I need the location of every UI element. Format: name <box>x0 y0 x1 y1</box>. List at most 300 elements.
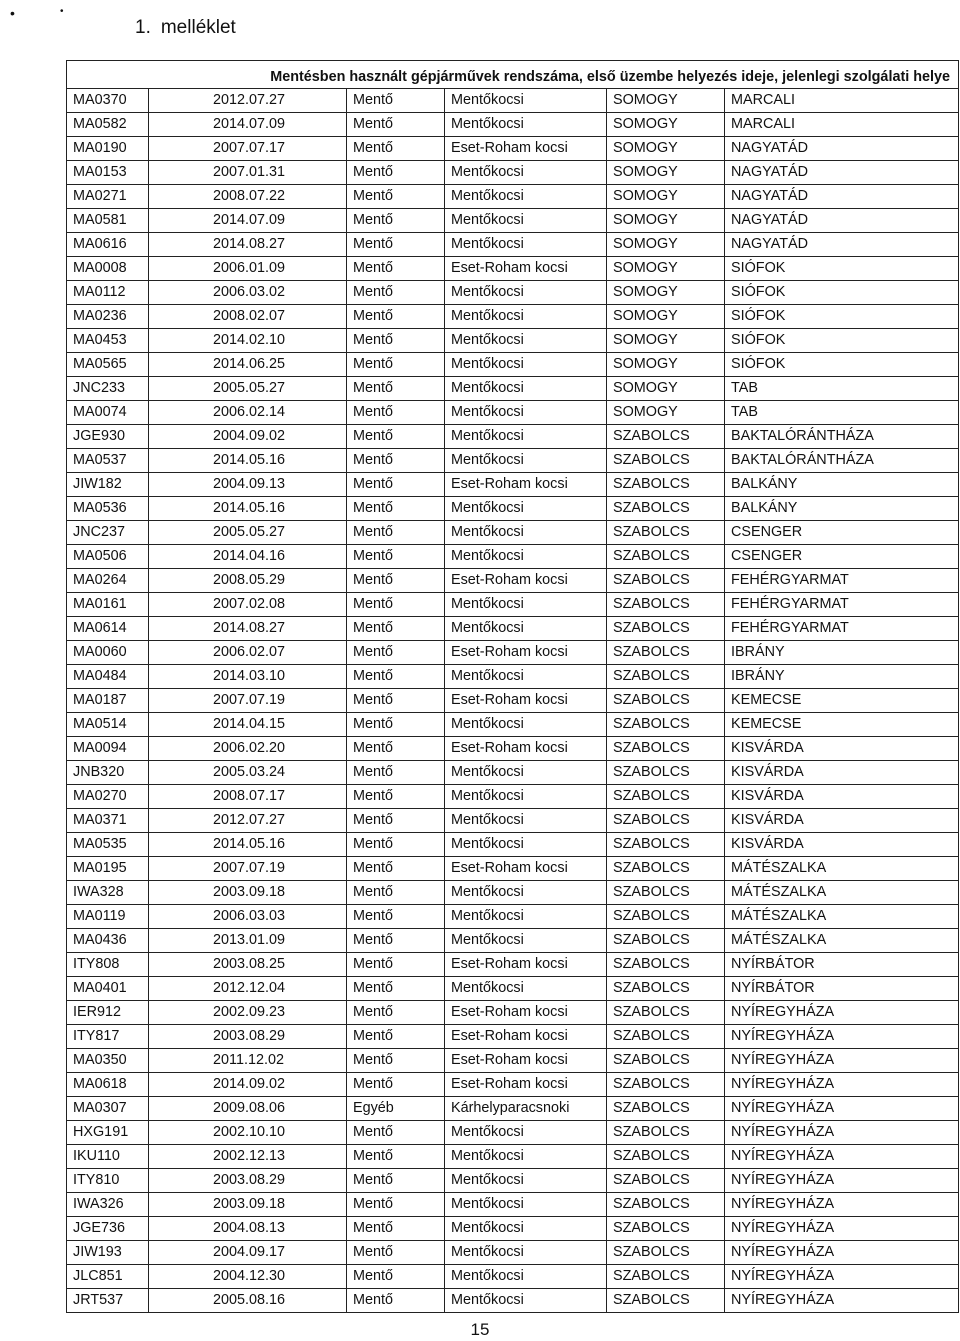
cell-date: 2005.03.24 <box>149 761 347 785</box>
cell-county: SZABOLCS <box>607 1193 725 1217</box>
cell-category: Mentő <box>347 425 445 449</box>
table-row <box>67 281 959 305</box>
cell-vehicle-type: Eset-Roham kocsi <box>445 137 607 161</box>
cell-date: 2002.09.23 <box>149 1001 347 1025</box>
cell-plate: JGE736 <box>67 1217 149 1241</box>
cell-date: 2004.09.13 <box>149 473 347 497</box>
cell-date: 2008.02.07 <box>149 305 347 329</box>
cell-plate: MA0270 <box>67 785 149 809</box>
table-row <box>67 737 959 761</box>
cell-vehicle-type: Kárhelyparacsnoki <box>445 1097 607 1121</box>
cell-category: Mentő <box>347 185 445 209</box>
cell-vehicle-type: Mentőkocsi <box>445 281 607 305</box>
cell-category: Mentő <box>347 569 445 593</box>
cell-county: SZABOLCS <box>607 425 725 449</box>
table-row <box>67 1025 959 1049</box>
cell-county: SZABOLCS <box>607 1169 725 1193</box>
cell-date: 2014.05.16 <box>149 497 347 521</box>
table-row <box>67 1169 959 1193</box>
table-row <box>67 353 959 377</box>
cell-station: KISVÁRDA <box>725 833 959 857</box>
cell-category: Mentő <box>347 641 445 665</box>
cell-plate: MA0153 <box>67 161 149 185</box>
table-row <box>67 329 959 353</box>
cell-vehicle-type: Mentőkocsi <box>445 497 607 521</box>
cell-category: Mentő <box>347 545 445 569</box>
cell-date: 2012.07.27 <box>149 809 347 833</box>
table-row <box>67 497 959 521</box>
cell-county: SZABOLCS <box>607 617 725 641</box>
cell-date: 2006.03.02 <box>149 281 347 305</box>
cell-county: SZABOLCS <box>607 809 725 833</box>
cell-date: 2006.02.20 <box>149 737 347 761</box>
table-row <box>67 665 959 689</box>
cell-station: FEHÉRGYARMAT <box>725 617 959 641</box>
cell-category: Mentő <box>347 833 445 857</box>
cell-county: SZABOLCS <box>607 1001 725 1025</box>
cell-date: 2008.07.22 <box>149 185 347 209</box>
cell-county: SOMOGY <box>607 353 725 377</box>
cell-vehicle-type: Mentőkocsi <box>445 305 607 329</box>
table-row <box>67 761 959 785</box>
cell-county: SZABOLCS <box>607 689 725 713</box>
cell-county: SOMOGY <box>607 89 725 113</box>
cell-station: NYÍREGYHÁZA <box>725 1097 959 1121</box>
cell-station: BALKÁNY <box>725 497 959 521</box>
table-row <box>67 1073 959 1097</box>
cell-plate: JRT537 <box>67 1289 149 1313</box>
cell-station: NYÍREGYHÁZA <box>725 1073 959 1097</box>
cell-date: 2014.05.16 <box>149 449 347 473</box>
cell-date: 2007.07.17 <box>149 137 347 161</box>
cell-plate: MA0565 <box>67 353 149 377</box>
cell-county: SOMOGY <box>607 329 725 353</box>
cell-station: TAB <box>725 401 959 425</box>
cell-station: NAGYATÁD <box>725 209 959 233</box>
cell-category: Mentő <box>347 665 445 689</box>
cell-county: SZABOLCS <box>607 1073 725 1097</box>
table-row <box>67 881 959 905</box>
cell-date: 2014.04.15 <box>149 713 347 737</box>
cell-county: SOMOGY <box>607 209 725 233</box>
cell-county: SOMOGY <box>607 401 725 425</box>
cell-plate: MA0119 <box>67 905 149 929</box>
cell-category: Mentő <box>347 929 445 953</box>
cell-station: NYÍREGYHÁZA <box>725 1265 959 1289</box>
cell-date: 2014.08.27 <box>149 617 347 641</box>
cell-category: Mentő <box>347 281 445 305</box>
cell-station: IBRÁNY <box>725 665 959 689</box>
cell-vehicle-type: Mentőkocsi <box>445 785 607 809</box>
cell-vehicle-type: Eset-Roham kocsi <box>445 257 607 281</box>
cell-vehicle-type: Mentőkocsi <box>445 1121 607 1145</box>
cell-category: Mentő <box>347 761 445 785</box>
cell-station: SIÓFOK <box>725 329 959 353</box>
cell-station: NAGYATÁD <box>725 137 959 161</box>
cell-station: NYÍREGYHÁZA <box>725 1145 959 1169</box>
cell-station: NYÍREGYHÁZA <box>725 1217 959 1241</box>
cell-county: SZABOLCS <box>607 761 725 785</box>
cell-date: 2007.07.19 <box>149 857 347 881</box>
table-row <box>67 977 959 1001</box>
cell-vehicle-type: Mentőkocsi <box>445 1241 607 1265</box>
cell-vehicle-type: Mentőkocsi <box>445 593 607 617</box>
cell-station: KEMECSE <box>725 713 959 737</box>
cell-category: Mentő <box>347 617 445 641</box>
cell-station: NYÍREGYHÁZA <box>725 1025 959 1049</box>
table-row <box>67 713 959 737</box>
cell-county: SZABOLCS <box>607 1145 725 1169</box>
table-row <box>67 377 959 401</box>
cell-plate: MA0094 <box>67 737 149 761</box>
cell-vehicle-type: Mentőkocsi <box>445 761 607 785</box>
table-row <box>67 1001 959 1025</box>
table-row <box>67 1121 959 1145</box>
cell-date: 2014.09.02 <box>149 1073 347 1097</box>
cell-category: Mentő <box>347 353 445 377</box>
cell-station: KISVÁRDA <box>725 809 959 833</box>
cell-county: SOMOGY <box>607 161 725 185</box>
cell-date: 2014.07.09 <box>149 113 347 137</box>
cell-county: SZABOLCS <box>607 905 725 929</box>
cell-date: 2008.07.17 <box>149 785 347 809</box>
table-row <box>67 449 959 473</box>
cell-date: 2004.12.30 <box>149 1265 347 1289</box>
cell-category: Mentő <box>347 113 445 137</box>
cell-vehicle-type: Mentőkocsi <box>445 161 607 185</box>
cell-plate: JLC851 <box>67 1265 149 1289</box>
cell-plate: MA0514 <box>67 713 149 737</box>
cell-date: 2007.01.31 <box>149 161 347 185</box>
cell-plate: JIW193 <box>67 1241 149 1265</box>
cell-plate: MA0074 <box>67 401 149 425</box>
cell-plate: MA0582 <box>67 113 149 137</box>
cell-plate: MA0616 <box>67 233 149 257</box>
cell-station: IBRÁNY <box>725 641 959 665</box>
cell-vehicle-type: Eset-Roham kocsi <box>445 857 607 881</box>
cell-county: SZABOLCS <box>607 497 725 521</box>
table-row <box>67 809 959 833</box>
cell-plate: JNC233 <box>67 377 149 401</box>
table-row <box>67 521 959 545</box>
cell-category: Mentő <box>347 881 445 905</box>
cell-plate: IWA326 <box>67 1193 149 1217</box>
cell-date: 2004.09.17 <box>149 1241 347 1265</box>
cell-plate: JIW182 <box>67 473 149 497</box>
cell-category: Mentő <box>347 305 445 329</box>
cell-plate: MA0506 <box>67 545 149 569</box>
cell-plate: IWA328 <box>67 881 149 905</box>
table-row <box>67 425 959 449</box>
table-row <box>67 209 959 233</box>
cell-vehicle-type: Mentőkocsi <box>445 977 607 1001</box>
cell-date: 2011.12.02 <box>149 1049 347 1073</box>
cell-plate: JNB320 <box>67 761 149 785</box>
cell-county: SZABOLCS <box>607 473 725 497</box>
cell-vehicle-type: Eset-Roham kocsi <box>445 953 607 977</box>
cell-plate: MA0008 <box>67 257 149 281</box>
cell-station: NAGYATÁD <box>725 233 959 257</box>
cell-plate: MA0161 <box>67 593 149 617</box>
cell-vehicle-type: Mentőkocsi <box>445 905 607 929</box>
cell-county: SZABOLCS <box>607 1097 725 1121</box>
cell-vehicle-type: Mentőkocsi <box>445 881 607 905</box>
cell-county: SZABOLCS <box>607 449 725 473</box>
cell-vehicle-type: Mentőkocsi <box>445 833 607 857</box>
cell-category: Mentő <box>347 1121 445 1145</box>
cell-vehicle-type: Mentőkocsi <box>445 665 607 689</box>
cell-station: SIÓFOK <box>725 281 959 305</box>
cell-county: SOMOGY <box>607 305 725 329</box>
cell-vehicle-type: Eset-Roham kocsi <box>445 689 607 713</box>
cell-date: 2014.06.25 <box>149 353 347 377</box>
cell-category: Mentő <box>347 1049 445 1073</box>
table-row <box>67 185 959 209</box>
cell-category: Mentő <box>347 497 445 521</box>
cell-county: SZABOLCS <box>607 1025 725 1049</box>
cell-plate: IKU110 <box>67 1145 149 1169</box>
cell-county: SZABOLCS <box>607 785 725 809</box>
table-row <box>67 1265 959 1289</box>
cell-category: Mentő <box>347 473 445 497</box>
cell-plate: MA0581 <box>67 209 149 233</box>
cell-county: SZABOLCS <box>607 737 725 761</box>
cell-plate: MA0618 <box>67 1073 149 1097</box>
cell-vehicle-type: Mentőkocsi <box>445 713 607 737</box>
table-caption: Mentésben használt gépjárművek rendszáma, első üzembe helyezés ideje, jelenlegi szolgálati helye <box>67 61 959 89</box>
cell-plate: MA0370 <box>67 89 149 113</box>
cell-category: Mentő <box>347 521 445 545</box>
cell-vehicle-type: Mentőkocsi <box>445 425 607 449</box>
cell-station: MÁTÉSZALKA <box>725 905 959 929</box>
table-row <box>67 833 959 857</box>
cell-station: FEHÉRGYARMAT <box>725 569 959 593</box>
cell-plate: MA0535 <box>67 833 149 857</box>
cell-category: Mentő <box>347 953 445 977</box>
cell-station: NYÍREGYHÁZA <box>725 1193 959 1217</box>
cell-vehicle-type: Eset-Roham kocsi <box>445 473 607 497</box>
cell-station: NAGYATÁD <box>725 161 959 185</box>
cell-station: CSENGER <box>725 545 959 569</box>
cell-station: NYÍREGYHÁZA <box>725 1241 959 1265</box>
table-row <box>67 233 959 257</box>
cell-county: SZABOLCS <box>607 833 725 857</box>
cell-vehicle-type: Mentőkocsi <box>445 353 607 377</box>
cell-category: Mentő <box>347 905 445 929</box>
cell-vehicle-type: Eset-Roham kocsi <box>445 1073 607 1097</box>
table-row <box>67 473 959 497</box>
cell-county: SZABOLCS <box>607 569 725 593</box>
margin-mark: • <box>10 5 15 21</box>
table-row <box>67 641 959 665</box>
table-row <box>67 785 959 809</box>
cell-date: 2009.08.06 <box>149 1097 347 1121</box>
table-row <box>67 1145 959 1169</box>
cell-date: 2014.05.16 <box>149 833 347 857</box>
cell-vehicle-type: Mentőkocsi <box>445 617 607 641</box>
cell-date: 2006.02.14 <box>149 401 347 425</box>
cell-plate: HXG191 <box>67 1121 149 1145</box>
cell-county: SZABOLCS <box>607 641 725 665</box>
cell-station: NYÍRBÁTOR <box>725 953 959 977</box>
cell-category: Mentő <box>347 1025 445 1049</box>
cell-date: 2013.01.09 <box>149 929 347 953</box>
cell-station: SIÓFOK <box>725 353 959 377</box>
cell-station: SIÓFOK <box>725 257 959 281</box>
cell-plate: MA0264 <box>67 569 149 593</box>
cell-plate: MA0436 <box>67 929 149 953</box>
cell-vehicle-type: Mentőkocsi <box>445 233 607 257</box>
cell-station: MARCALI <box>725 113 959 137</box>
cell-county: SOMOGY <box>607 233 725 257</box>
cell-category: Mentő <box>347 1241 445 1265</box>
table-row <box>67 689 959 713</box>
cell-plate: ITY817 <box>67 1025 149 1049</box>
table-row <box>67 257 959 281</box>
table-row <box>67 593 959 617</box>
table-row <box>67 161 959 185</box>
cell-station: NAGYATÁD <box>725 185 959 209</box>
table-row <box>67 905 959 929</box>
cell-station: NYÍREGYHÁZA <box>725 1049 959 1073</box>
cell-vehicle-type: Mentőkocsi <box>445 1289 607 1313</box>
cell-station: NYÍREGYHÁZA <box>725 1121 959 1145</box>
cell-plate: IER912 <box>67 1001 149 1025</box>
cell-date: 2007.07.19 <box>149 689 347 713</box>
vehicle-table <box>66 60 959 1313</box>
cell-category: Mentő <box>347 209 445 233</box>
cell-plate: MA0271 <box>67 185 149 209</box>
cell-vehicle-type: Eset-Roham kocsi <box>445 1001 607 1025</box>
cell-vehicle-type: Eset-Roham kocsi <box>445 1049 607 1073</box>
cell-station: NYÍREGYHÁZA <box>725 1001 959 1025</box>
cell-station: KEMECSE <box>725 689 959 713</box>
table-row <box>67 1193 959 1217</box>
cell-category: Mentő <box>347 1217 445 1241</box>
cell-county: SZABOLCS <box>607 1217 725 1241</box>
cell-category: Mentő <box>347 857 445 881</box>
cell-vehicle-type: Mentőkocsi <box>445 545 607 569</box>
section-number: 1. <box>135 17 151 38</box>
cell-vehicle-type: Mentőkocsi <box>445 1193 607 1217</box>
cell-plate: MA0453 <box>67 329 149 353</box>
cell-county: SZABOLCS <box>607 881 725 905</box>
cell-county: SZABOLCS <box>607 1289 725 1313</box>
cell-county: SOMOGY <box>607 137 725 161</box>
cell-vehicle-type: Mentőkocsi <box>445 809 607 833</box>
cell-station: MÁTÉSZALKA <box>725 881 959 905</box>
cell-date: 2003.08.29 <box>149 1025 347 1049</box>
cell-vehicle-type: Mentőkocsi <box>445 377 607 401</box>
cell-plate: JGE930 <box>67 425 149 449</box>
cell-plate: MA0195 <box>67 857 149 881</box>
cell-plate: MA0614 <box>67 617 149 641</box>
cell-county: SZABOLCS <box>607 953 725 977</box>
cell-county: SOMOGY <box>607 185 725 209</box>
cell-category: Mentő <box>347 737 445 761</box>
cell-county: SZABOLCS <box>607 545 725 569</box>
cell-plate: MA0112 <box>67 281 149 305</box>
cell-date: 2004.09.02 <box>149 425 347 449</box>
cell-category: Mentő <box>347 593 445 617</box>
cell-county: SZABOLCS <box>607 1049 725 1073</box>
cell-category: Mentő <box>347 233 445 257</box>
table-row <box>67 401 959 425</box>
cell-plate: MA0536 <box>67 497 149 521</box>
cell-vehicle-type: Mentőkocsi <box>445 521 607 545</box>
cell-county: SOMOGY <box>607 281 725 305</box>
cell-plate: MA0190 <box>67 137 149 161</box>
cell-county: SZABOLCS <box>607 1265 725 1289</box>
cell-county: SZABOLCS <box>607 665 725 689</box>
cell-county: SOMOGY <box>607 257 725 281</box>
cell-county: SOMOGY <box>607 113 725 137</box>
cell-date: 2014.03.10 <box>149 665 347 689</box>
cell-category: Mentő <box>347 1265 445 1289</box>
table-row <box>67 305 959 329</box>
cell-category: Mentő <box>347 1169 445 1193</box>
cell-vehicle-type: Eset-Roham kocsi <box>445 641 607 665</box>
cell-county: SZABOLCS <box>607 929 725 953</box>
table-row <box>67 569 959 593</box>
cell-station: KISVÁRDA <box>725 785 959 809</box>
cell-date: 2006.03.03 <box>149 905 347 929</box>
cell-vehicle-type: Mentőkocsi <box>445 113 607 137</box>
cell-station: KISVÁRDA <box>725 737 959 761</box>
cell-category: Mentő <box>347 1145 445 1169</box>
cell-vehicle-type: Mentőkocsi <box>445 209 607 233</box>
cell-station: BAKTALÓRÁNTHÁZA <box>725 449 959 473</box>
cell-category: Mentő <box>347 449 445 473</box>
cell-plate: MA0484 <box>67 665 149 689</box>
cell-date: 2006.01.09 <box>149 257 347 281</box>
cell-plate: MA0187 <box>67 689 149 713</box>
cell-county: SZABOLCS <box>607 713 725 737</box>
page-number: 15 <box>470 1320 490 1339</box>
cell-date: 2002.12.13 <box>149 1145 347 1169</box>
cell-vehicle-type: Eset-Roham kocsi <box>445 1025 607 1049</box>
cell-station: BAKTALÓRÁNTHÁZA <box>725 425 959 449</box>
cell-station: MARCALI <box>725 89 959 113</box>
margin-mark: • <box>60 6 64 17</box>
cell-vehicle-type: Mentőkocsi <box>445 449 607 473</box>
table-row <box>67 89 959 113</box>
cell-date: 2008.05.29 <box>149 569 347 593</box>
cell-vehicle-type: Mentőkocsi <box>445 929 607 953</box>
cell-vehicle-type: Mentőkocsi <box>445 329 607 353</box>
cell-plate: ITY808 <box>67 953 149 977</box>
cell-category: Mentő <box>347 329 445 353</box>
cell-category: Mentő <box>347 1289 445 1313</box>
cell-county: SZABOLCS <box>607 857 725 881</box>
cell-category: Mentő <box>347 1193 445 1217</box>
cell-date: 2014.02.10 <box>149 329 347 353</box>
cell-vehicle-type: Mentőkocsi <box>445 1145 607 1169</box>
section-title: melléklet <box>160 17 236 38</box>
cell-date: 2012.07.27 <box>149 89 347 113</box>
cell-date: 2014.04.16 <box>149 545 347 569</box>
cell-county: SZABOLCS <box>607 977 725 1001</box>
cell-category: Mentő <box>347 1001 445 1025</box>
cell-category: Mentő <box>347 1073 445 1097</box>
cell-vehicle-type: Mentőkocsi <box>445 1265 607 1289</box>
cell-station: NYÍREGYHÁZA <box>725 1169 959 1193</box>
cell-plate: ITY810 <box>67 1169 149 1193</box>
cell-category: Mentő <box>347 401 445 425</box>
cell-vehicle-type: Mentőkocsi <box>445 401 607 425</box>
cell-vehicle-type: Eset-Roham kocsi <box>445 569 607 593</box>
cell-category: Mentő <box>347 809 445 833</box>
